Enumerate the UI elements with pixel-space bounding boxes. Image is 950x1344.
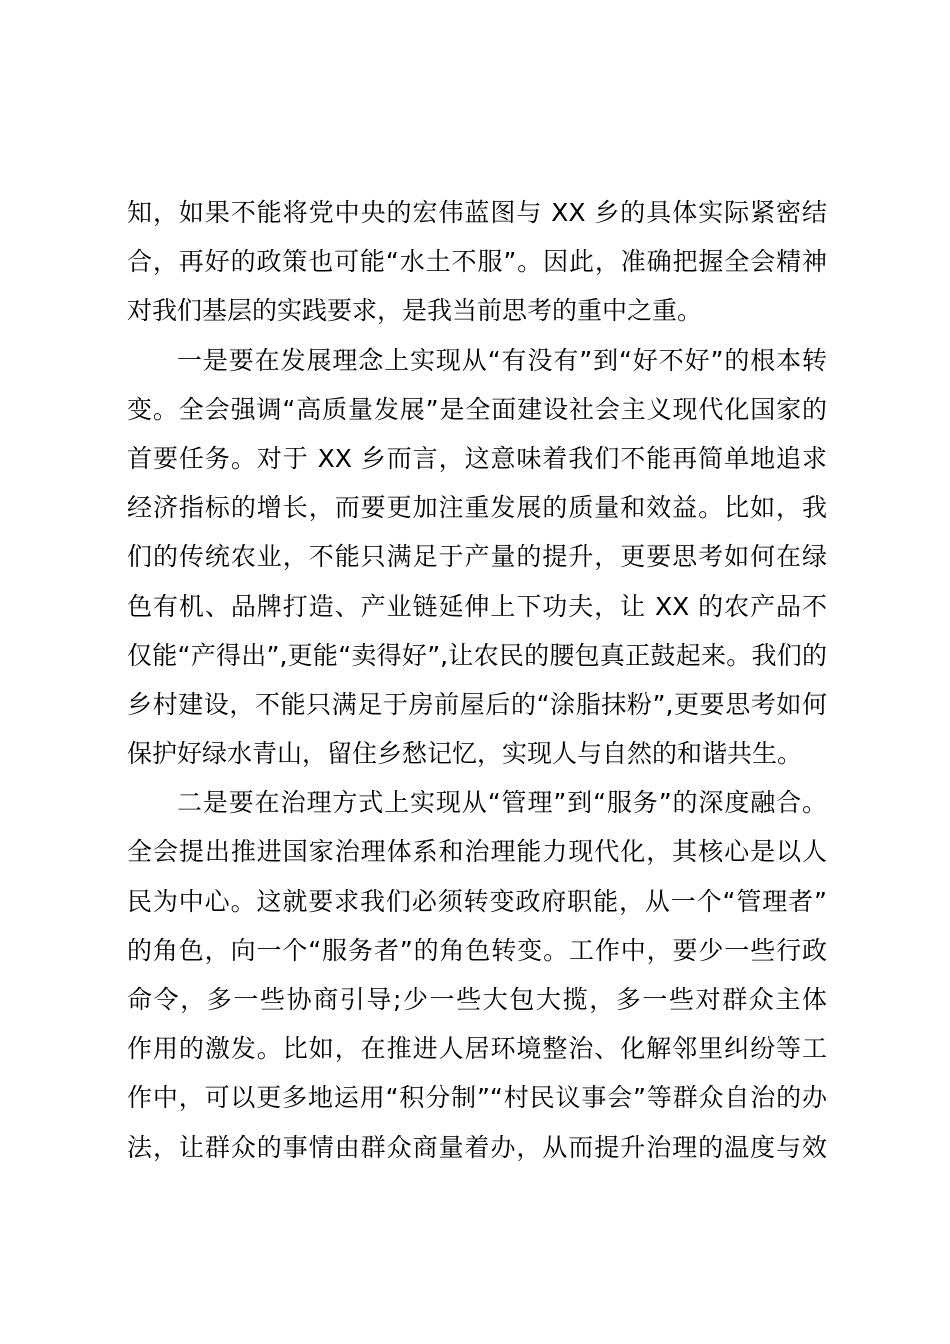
text-line: 经济指标的增长，而要更加注重发展的质量和效益。比如，我 bbox=[127, 493, 827, 523]
text-line: 的角色，向一个“服务者”的角色转变。工作中，要少一些行政 bbox=[127, 935, 827, 965]
text-line: 仅能“产得出”,更能“卖得好”,让农民的腰包真正鼓起来。我们的 bbox=[127, 640, 827, 670]
text-line: 乡村建设，不能只满足于房前屋后的“涂脂抹粉”,更要思考如何 bbox=[127, 689, 827, 719]
document-body bbox=[127, 188, 827, 1172]
text-line: 命令，多一些协商引导;少一些大包大揽，多一些对群众主体 bbox=[127, 985, 827, 1014]
text-line: 作用的激发。比如，在推进人居环境整治、化解邻里纠纷等工 bbox=[127, 1034, 827, 1064]
text-line: 民为中心。这就要求我们必须转变政府职能，从一个“管理者” bbox=[127, 886, 827, 916]
text-line: 一是要在发展理念上实现从“有没有”到“好不好”的根本转 bbox=[177, 345, 827, 375]
text-line: 变。全会强调“高质量发展”是全面建设社会主义现代化国家的 bbox=[127, 394, 827, 424]
text-line: 们的传统农业，不能只满足于产量的提升，更要思考如何在绿 bbox=[127, 542, 827, 572]
text-line: 对我们基层的实践要求，是我当前思考的重中之重。 bbox=[127, 296, 703, 326]
text-line: 首要任务。对于 XX 乡而言，这意味着我们不能再简单地追求 bbox=[127, 443, 827, 473]
text-line: 保护好绿水青山，留住乡愁记忆，实现人与自然的和谐共生。 bbox=[127, 739, 803, 769]
text-line: 法，让群众的事情由群众商量着办，从而提升治理的温度与效 bbox=[127, 1132, 827, 1162]
text-line: 合，再好的政策也可能“水土不服”。因此，准确把握全会精神 bbox=[127, 247, 827, 277]
text-line: 作中，可以更多地运用“积分制”“村民议事会”等群众自治的办 bbox=[127, 1083, 827, 1113]
text-line: 二是要在治理方式上实现从“管理”到“服务”的深度融合。 bbox=[177, 788, 827, 818]
text-line: 色有机、品牌打造、产业链延伸上下功夫，让 XX 的农产品不 bbox=[127, 591, 827, 621]
text-line: 全会提出推进国家治理体系和治理能力现代化，其核心是以人 bbox=[127, 837, 827, 867]
text-line: 知，如果不能将党中央的宏伟蓝图与 XX 乡的具体实际紧密结 bbox=[127, 198, 827, 227]
